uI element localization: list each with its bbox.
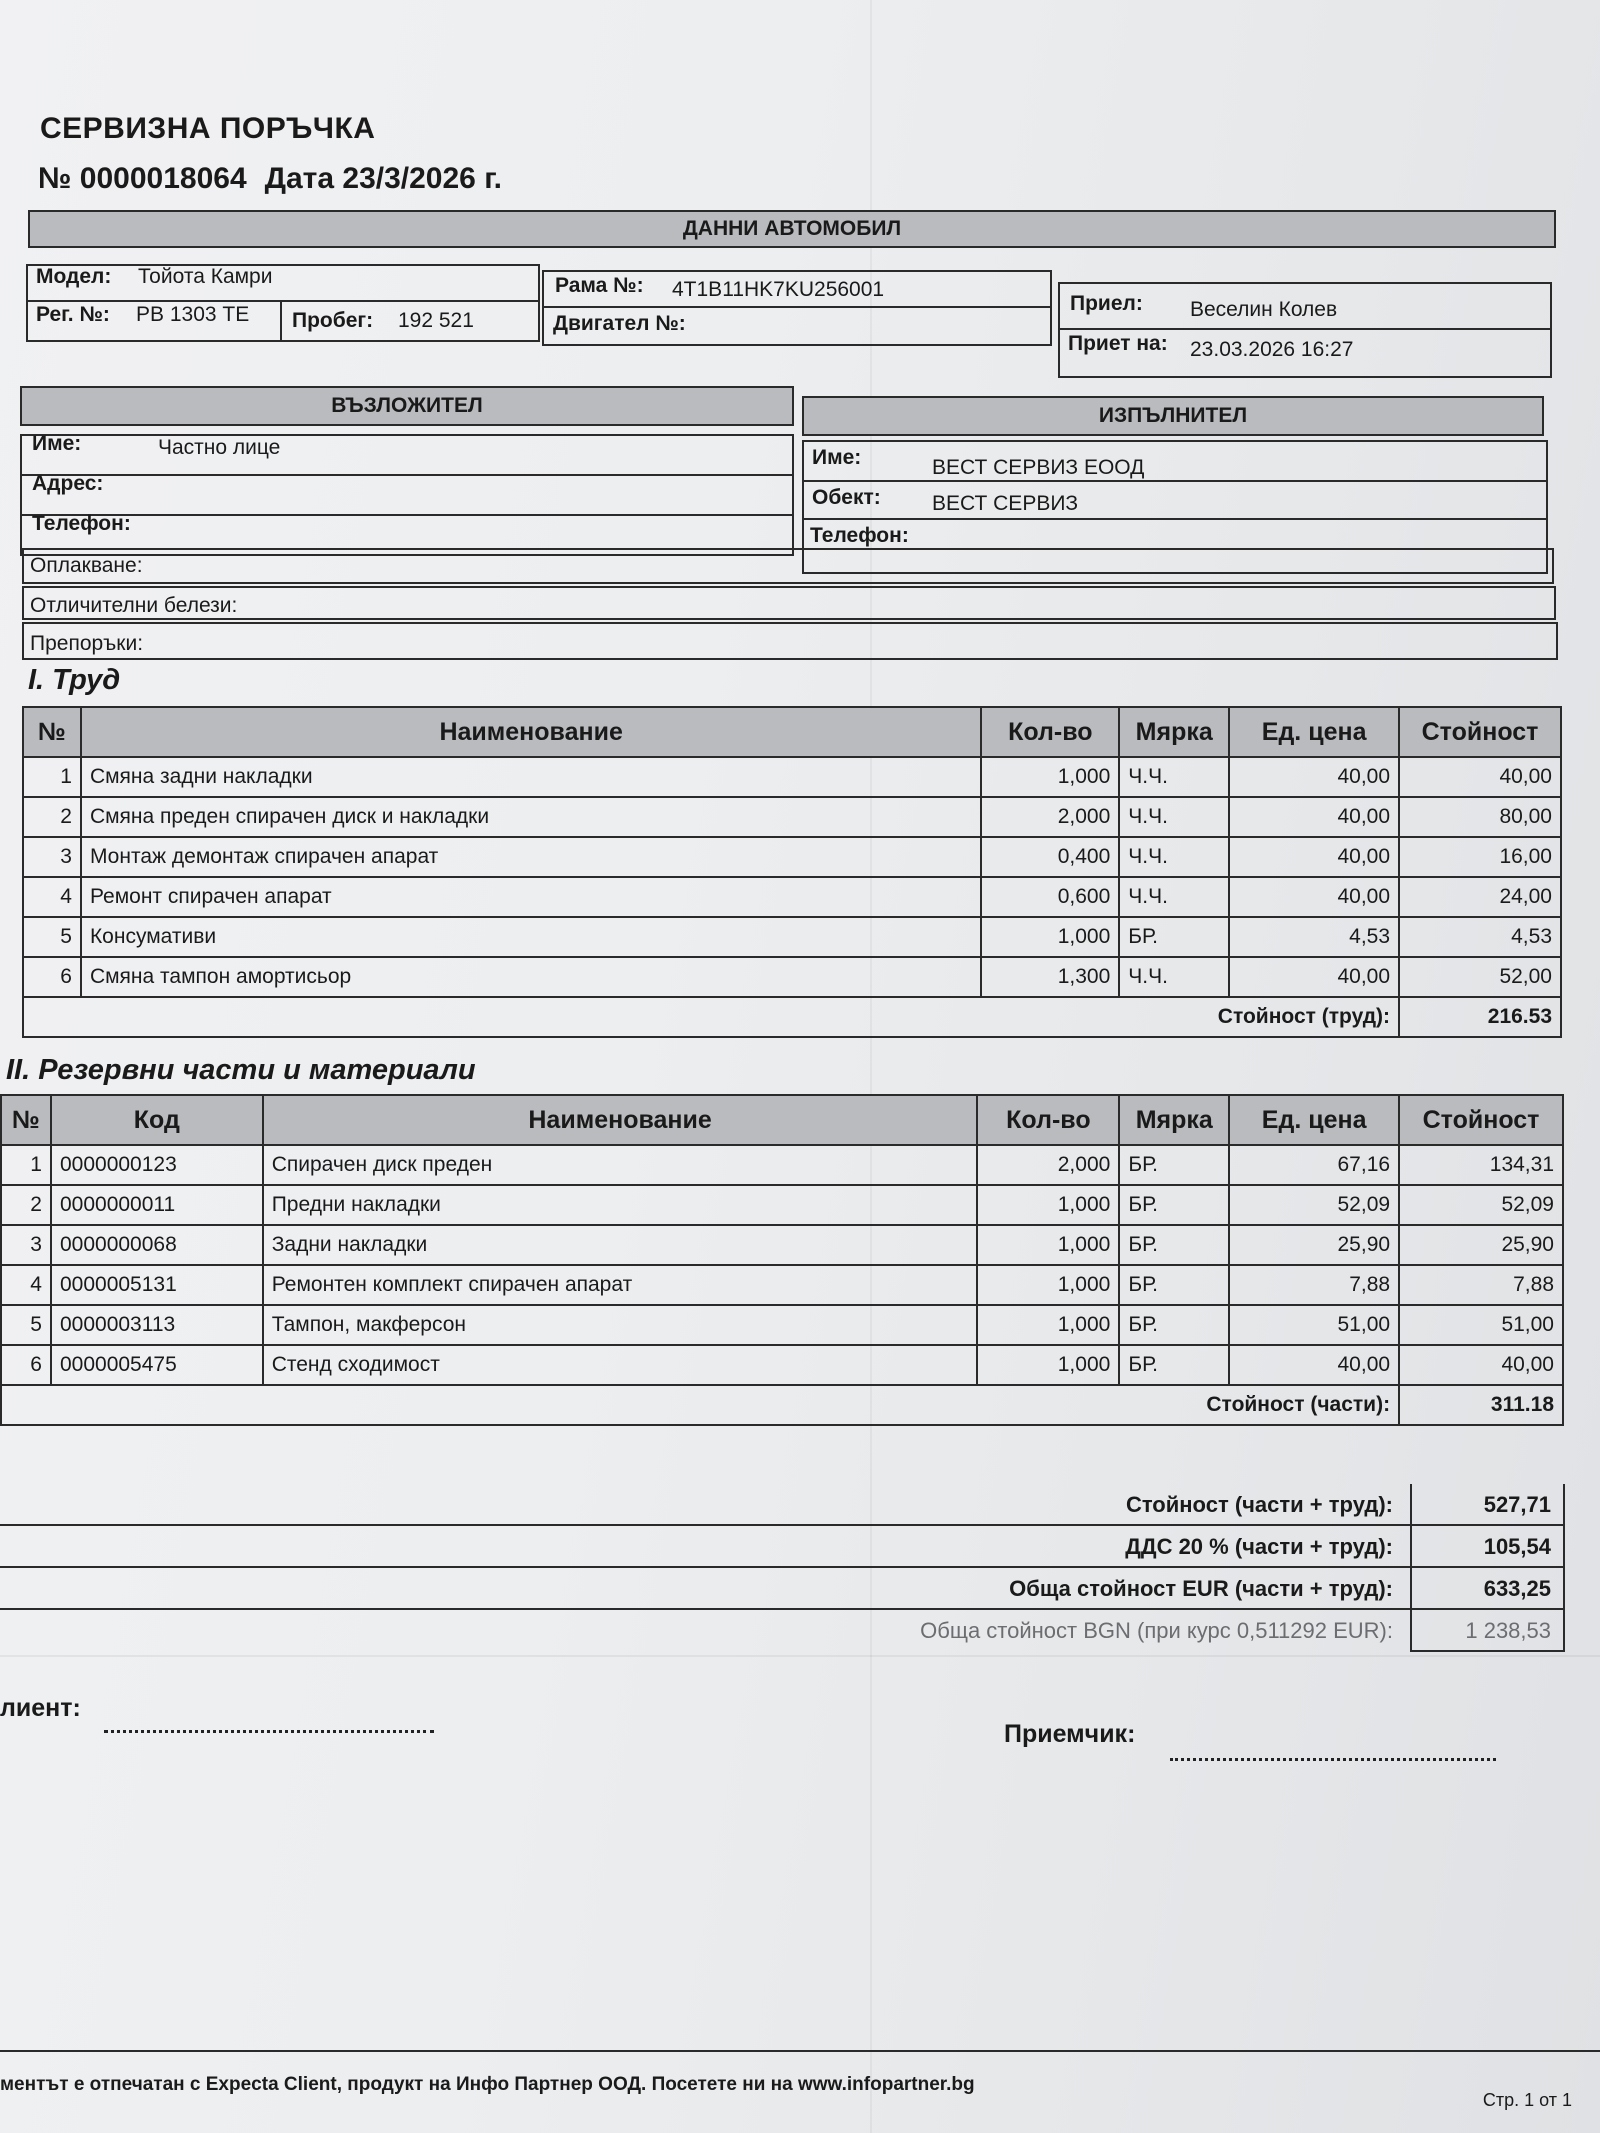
part-code: 0000000123: [51, 1145, 263, 1185]
table-row: [1, 1305, 1563, 1345]
table-row: [1, 1185, 1563, 1225]
item-unit: Ч.Ч.: [1119, 797, 1229, 837]
part-code: 0000000011: [51, 1185, 263, 1225]
labor-section-title: I. Труд: [28, 664, 121, 696]
item-amount: 134,31: [1399, 1145, 1563, 1185]
contractor-name-value: ВЕСТ СЕРВИЗ ЕООД: [932, 456, 1145, 479]
divider: [542, 306, 1052, 308]
client-signature-line: [104, 1728, 434, 1733]
row-number: 1: [1, 1145, 51, 1185]
col-header: Наименование: [263, 1095, 978, 1145]
receiver-signature-label: Приемчик:: [1004, 1720, 1136, 1748]
receiver-signature-line: [1170, 1756, 1496, 1761]
client-name-value: Частно лице: [158, 436, 281, 459]
col-header: Мярка: [1119, 707, 1229, 757]
grand-bgn-value: 1 238,53: [1410, 1610, 1565, 1652]
item-amount: 40,00: [1399, 757, 1561, 797]
part-code: 0000005131: [51, 1265, 263, 1305]
item-unit-price: 40,00: [1229, 837, 1399, 877]
col-header: Кол-во: [981, 707, 1119, 757]
item-qty: 1,000: [977, 1225, 1119, 1265]
received-by-value: Веселин Колев: [1190, 298, 1338, 321]
row-number: 5: [23, 917, 81, 957]
item-unit-price: 40,00: [1229, 757, 1399, 797]
reg-value: РВ 1303 ТЕ: [136, 303, 250, 326]
model-label: Модел:: [36, 265, 112, 288]
divider: [280, 300, 282, 342]
parts-header-row: [1, 1095, 1563, 1145]
col-header: Стойност: [1399, 1095, 1563, 1145]
labor-header-row: [23, 707, 1561, 757]
table-row: [23, 837, 1561, 877]
col-header: Код: [51, 1095, 263, 1145]
table-row: [23, 797, 1561, 837]
item-name: Ремонтен комплект спирачен апарат: [263, 1265, 978, 1305]
row-number: 2: [23, 797, 81, 837]
item-unit: БР.: [1119, 1305, 1229, 1345]
row-number: 4: [1, 1265, 51, 1305]
vin-label: Рама №:: [555, 274, 644, 297]
item-qty: 1,000: [977, 1265, 1119, 1305]
divider: [20, 474, 794, 476]
model-value: Тойота Камри: [138, 265, 273, 288]
item-qty: 0,400: [981, 837, 1119, 877]
labor-table: [22, 706, 1562, 1038]
labor-total-label: Стойност (труд):: [23, 997, 1399, 1037]
order-number: № 0000018064: [38, 162, 247, 195]
contractor-section-header: ИЗПЪЛНИТЕЛ: [802, 396, 1544, 436]
item-qty: 2,000: [977, 1145, 1119, 1185]
divider: [802, 518, 1548, 520]
grand-eur-value: 633,25: [1410, 1568, 1565, 1610]
col-header: Мярка: [1119, 1095, 1229, 1145]
parts-table: [0, 1094, 1564, 1426]
item-unit: БР.: [1119, 1225, 1229, 1265]
client-signature-label: лиент:: [0, 1694, 81, 1722]
item-unit-price: 7,88: [1229, 1265, 1399, 1305]
item-name: Консумативи: [81, 917, 981, 957]
item-unit-price: 52,09: [1229, 1185, 1399, 1225]
row-number: 6: [23, 957, 81, 997]
contractor-phone-label: Телефон:: [810, 524, 909, 547]
item-unit: Ч.Ч.: [1119, 957, 1229, 997]
item-name: Предни накладки: [263, 1185, 978, 1225]
table-row: [1, 1225, 1563, 1265]
item-unit-price: 51,00: [1229, 1305, 1399, 1345]
client-info-box: [20, 434, 794, 556]
received-on-value: 23.03.2026 16:27: [1190, 338, 1354, 361]
item-name: Спирачен диск преден: [263, 1145, 978, 1185]
vat-label: ДДС 20 % (части + труд):: [1125, 1534, 1393, 1559]
item-qty: 1,000: [977, 1185, 1119, 1225]
item-qty: 2,000: [981, 797, 1119, 837]
document-number-date: [38, 162, 502, 196]
subtotal-row: [0, 1484, 1565, 1526]
vat-value: 105,54: [1410, 1526, 1565, 1568]
recommendations-label: Препоръки:: [30, 632, 144, 655]
client-name-label: Име:: [32, 432, 82, 455]
divider: [26, 300, 540, 302]
item-unit: БР.: [1119, 1345, 1229, 1385]
subtotal-value: 527,71: [1410, 1484, 1565, 1526]
totals-block: [0, 1484, 1565, 1660]
page-number: Стр. 1 от 1: [1482, 2090, 1572, 2110]
col-header: Наименование: [81, 707, 981, 757]
item-qty: 1,000: [977, 1305, 1119, 1345]
divider: [802, 480, 1548, 482]
item-unit: БР.: [1119, 1145, 1229, 1185]
item-qty: 1,300: [981, 957, 1119, 997]
grand-eur-row: [0, 1568, 1565, 1610]
item-amount: 40,00: [1399, 1345, 1563, 1385]
item-unit-price: 40,00: [1229, 1345, 1399, 1385]
vat-row: [0, 1526, 1565, 1568]
document-title: СЕРВИЗНА ПОРЪЧКА: [40, 112, 376, 145]
received-by-label: Приел:: [1070, 292, 1143, 315]
item-unit: Ч.Ч.: [1119, 757, 1229, 797]
order-date: Дата 23/3/2026 г.: [264, 162, 503, 195]
table-row: [23, 917, 1561, 957]
vin-value: 4T1B11HK7KU256001: [672, 278, 885, 301]
item-name: Ремонт спирачен апарат: [81, 877, 981, 917]
marks-label: Отличителни белези:: [30, 594, 238, 617]
item-unit: Ч.Ч.: [1119, 837, 1229, 877]
row-number: 1: [23, 757, 81, 797]
grand-bgn-row: [0, 1610, 1565, 1652]
item-unit-price: 40,00: [1229, 877, 1399, 917]
col-header: №: [23, 707, 81, 757]
item-unit-price: 25,90: [1229, 1225, 1399, 1265]
parts-total-row: [1, 1385, 1563, 1425]
marks-row: [22, 586, 1556, 620]
col-header: Ед. цена: [1229, 1095, 1399, 1145]
item-unit-price: 67,16: [1229, 1145, 1399, 1185]
divider: [20, 514, 794, 516]
subtotal-label: Стойност (части + труд):: [1125, 1492, 1393, 1517]
labor-total-value: 216.53: [1399, 997, 1561, 1037]
contractor-name-label: Име:: [812, 446, 862, 469]
item-amount: 51,00: [1399, 1305, 1563, 1345]
row-number: 2: [1, 1185, 51, 1225]
divider: [1058, 328, 1552, 330]
parts-total-value: 311.18: [1399, 1385, 1563, 1425]
grand-bgn-label: Обща стойност BGN (при курс 0,511292 EUR):: [920, 1618, 1393, 1643]
table-row: [1, 1145, 1563, 1185]
complaint-row: [22, 548, 1554, 584]
mileage-label: Пробег:: [292, 309, 374, 332]
row-number: 6: [1, 1345, 51, 1385]
row-number: 3: [23, 837, 81, 877]
vehicle-section-header: ДАННИ АВТОМОБИЛ: [28, 210, 1556, 248]
item-qty: 1,000: [977, 1345, 1119, 1385]
grand-eur-label: Обща стойност EUR (части + труд):: [1009, 1576, 1393, 1601]
col-header: Кол-во: [977, 1095, 1119, 1145]
complaint-label: Оплакване:: [30, 554, 143, 577]
item-name: Монтаж демонтаж спирачен апарат: [81, 837, 981, 877]
item-unit-price: 4,53: [1229, 917, 1399, 957]
item-amount: 25,90: [1399, 1225, 1563, 1265]
client-section-header: ВЪЗЛОЖИТЕЛ: [20, 386, 794, 426]
item-name: Стенд сходимост: [263, 1345, 978, 1385]
row-number: 3: [1, 1225, 51, 1265]
client-address-label: Адрес:: [32, 472, 104, 495]
footer-divider: [0, 2050, 1600, 2052]
item-amount: 52,09: [1399, 1185, 1563, 1225]
contractor-site-label: Обект:: [812, 486, 881, 509]
engine-label: Двигател №:: [553, 312, 686, 335]
item-unit: БР.: [1119, 1265, 1229, 1305]
client-phone-label: Телефон:: [32, 512, 131, 535]
item-qty: 1,000: [981, 757, 1119, 797]
received-on-label: Приет на:: [1068, 332, 1168, 355]
item-amount: 7,88: [1399, 1265, 1563, 1305]
item-amount: 52,00: [1399, 957, 1561, 997]
part-code: 0000005475: [51, 1345, 263, 1385]
col-header: Стойност: [1399, 707, 1561, 757]
item-name: Задни накладки: [263, 1225, 978, 1265]
recommendations-row: [22, 622, 1558, 660]
labor-total-row: [23, 997, 1561, 1037]
table-row: [1, 1265, 1563, 1305]
item-qty: 0,600: [981, 877, 1119, 917]
table-row: [23, 757, 1561, 797]
item-name: Тампон, макферсон: [263, 1305, 978, 1345]
parts-section-title: II. Резервни части и материали: [6, 1054, 476, 1086]
item-qty: 1,000: [981, 917, 1119, 957]
item-amount: 4,53: [1399, 917, 1561, 957]
item-amount: 80,00: [1399, 797, 1561, 837]
parts-total-label: Стойност (части):: [1, 1385, 1399, 1425]
item-unit-price: 40,00: [1229, 797, 1399, 837]
reg-label: Рег. №:: [36, 303, 110, 326]
table-row: [23, 877, 1561, 917]
col-header: Ед. цена: [1229, 707, 1399, 757]
part-code: 0000003113: [51, 1305, 263, 1345]
mileage-value: 192 521: [398, 309, 474, 332]
part-code: 0000000068: [51, 1225, 263, 1265]
table-row: [23, 957, 1561, 997]
item-name: Смяна преден спирачен диск и накладки: [81, 797, 981, 837]
item-amount: 16,00: [1399, 837, 1561, 877]
col-header: №: [1, 1095, 51, 1145]
item-unit: БР.: [1119, 917, 1229, 957]
footer-text: ментът е отпечатан с Expecta Client, продукт на Инфо Партнер ООД. Посетете ни на www.infopartner.bg: [0, 2074, 975, 2095]
row-number: 5: [1, 1305, 51, 1345]
item-unit: Ч.Ч.: [1119, 877, 1229, 917]
item-unit-price: 40,00: [1229, 957, 1399, 997]
item-unit: БР.: [1119, 1185, 1229, 1225]
row-number: 4: [23, 877, 81, 917]
table-row: [1, 1345, 1563, 1385]
contractor-site-value: ВЕСТ СЕРВИЗ: [932, 492, 1079, 515]
item-name: Смяна тампон амортисьор: [81, 957, 981, 997]
item-name: Смяна задни накладки: [81, 757, 981, 797]
item-amount: 24,00: [1399, 877, 1561, 917]
